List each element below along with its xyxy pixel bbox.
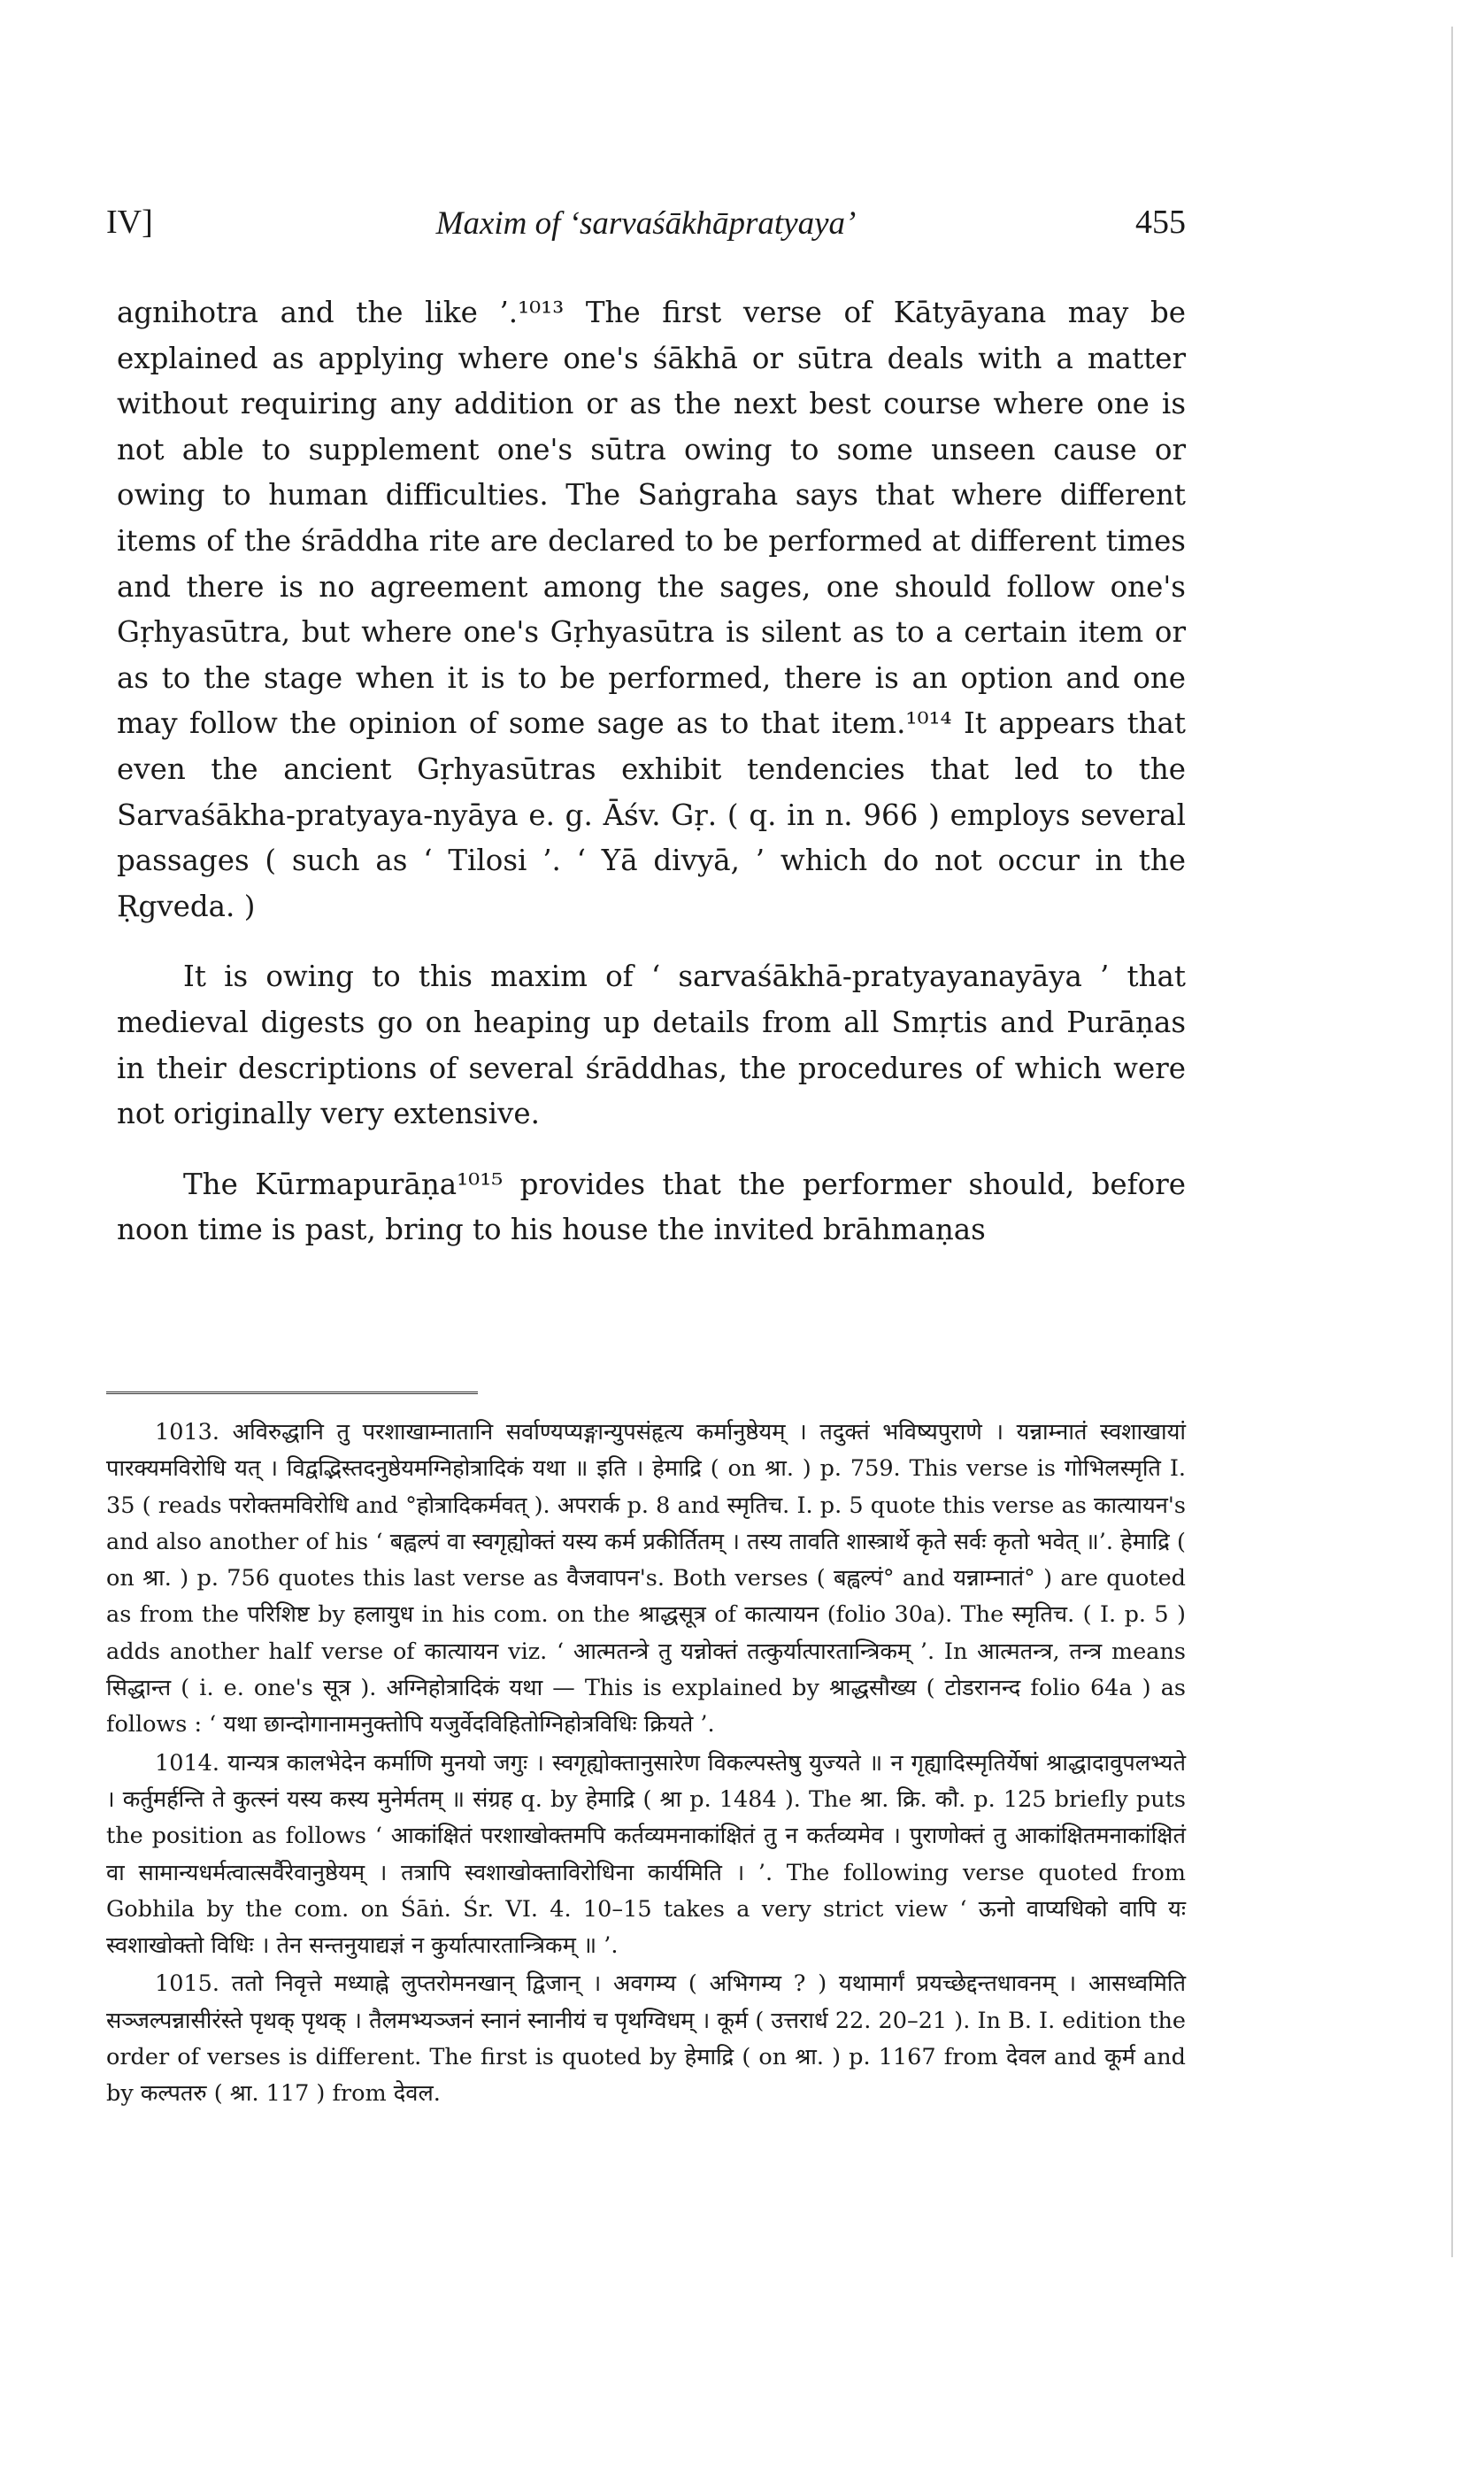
footnote-1013: 1013. अविरुद्धानि तु परशाखाम्नातानि सर्वाण्यप्यङ्गान्युपसंहृत्य कर्मानुष्ठेयम् । तदुक्तं भविष्यपुराणे । यन्नाम्नातं स्वशाखायां पारक्यमविरोधि यत् । विद्वद्भिस्तदनुष्ठेयमग्निहोत्रादिकं यथा ॥ इति । हेमाद्रि ( on श्रा. ) p. 759. This verse is गोभिलस्मृति I. 35 ( reads परोक्तमविरोधि and °होत्रादिकर्मवत् ). अपरार्क p. 8 and स्मृतिच. I. p. 5 quote this verse as कात्यायन's and also another of his ‘ बह्वल्पं वा स्वगृह्योक्तं यस्य कर्म प्रकीर्तितम् । तस्य तावति शास्त्रार्थे कृते सर्वः कृतो भवेत् ॥’. हेमाद्रि ( on श्रा. ) p. 756 quotes this last verse as वैजवापन's. Both verses ( बह्वल्पं° and यन्नाम्नातं° ) are quoted as from the परिशिष्ट by हलायुध in his com. on the श्राद्धसूत्र of कात्यायन (folio 30a). The स्मृतिच. ( I. p. 5 ) adds another half verse of कात्यायन viz. ‘ आत्मतन्त्रे तु यन्नोक्तं तत्कुर्यात्पारतान्त्रिकम् ’. In आत्मतन्त्र, तन्त्र means सिद्धान्त ( i. e. one's सूत्र ). अग्निहोत्रादिकं यथा — This is explained by श्राद्धसौख्य ( टोडरानन्द folio 64a ) as follows : ‘ यथा छान्दोगानामनुक्तोपि यजुर्वेदविहितोग्निहोत्रविधिः क्रियते ’. bbox=[106, 1419, 1186, 1738]
page-number: 455 bbox=[1135, 204, 1186, 241]
paragraph-2: It is owing to this maxim of ‘ sarvaśākhā-pratyayanayāya ’ that medieval digests go on heaping up details from all Smṛtis and Purāṇas in their descriptions of several śrāddhas, the procedures of which were not originally very extensive. bbox=[117, 960, 1186, 1131]
running-title: Maxim of ‘sarvaśākhāpratyaya’ bbox=[435, 205, 857, 242]
running-header bbox=[106, 199, 1186, 252]
paragraph-3: The Kūrmapurāṇa¹⁰¹⁵ provides that the performer should, before noon time is past, bring to his house the invited brāhmaṇas bbox=[117, 1167, 1186, 1247]
footnote-separator bbox=[106, 1392, 478, 1394]
footnote-1015: 1015. ततो निवृत्ते मध्याह्ने लुप्तरोमनखान् द्विजान् । अवगम्य ( अभिगम्य ? ) यथामार्गं प्रयच्छेद्दन्तधावनम् । आसध्वमिति सञ्जल्पन्नासीरंस्ते पृथक् पृथक् । तैलमभ्यञ्जनं स्नानं स्नानीयं च पृथग्विधम् । कूर्म ( उत्तरार्ध 22. 20–21 ). In B. I. edition the order of verses is different. The first is quoted by हेमाद्रि ( on श्रा. ) p. 1167 from देवल and कूर्म and by कल्पतरु ( श्रा. 117 ) from देवल. bbox=[106, 1970, 1186, 2108]
footnotes bbox=[106, 1415, 1186, 2113]
page-edge-line bbox=[1451, 27, 1453, 2257]
paragraph-1: agnihotra and the like ’.¹⁰¹³ The first verse of Kātyāyana may be explained as applying where one's śākhā or sūtra deals with a matter without requiring any addition or as the next best course where one is not able to supplement one's sūtra owing to some unseen cause or owing to human difficulties. The Saṅgraha says that where different items of the śrāddha rite are declared to be performed at different times and there is no agreement among the sages, one should follow one's Gṛhyasūtra, but where one's Gṛhyasūtra is silent as to a certain item or as to the stage when it is to be performed, there is an option and one may follow the opinion of some sage as to that item.¹⁰¹⁴ It appears that even the ancient Gṛhyasūtras exhibit tendencies that led to the Sarvaśākha-pratyaya-nyāya e. g. Āśv. Gṛ. ( q. in n. 966 ) employs several passages ( such as ‘ Tilosi ’. ‘ Yā divyā, ’ which do not occur in the Ṛgveda. ) bbox=[117, 296, 1186, 923]
chapter-marker: IV] bbox=[106, 204, 153, 241]
main-text bbox=[117, 290, 1186, 1253]
footnote-1014: 1014. यान्यत्र कालभेदेन कर्माणि मुनयो जगुः । स्वगृह्योक्तानुसारेण विकल्पस्तेषु युज्यते ॥ न गृह्यादिस्मृतिर्येषां श्राद्धादावुपलभ्यते । कर्तुमर्हन्ति ते कुत्स्नं यस्य कस्य मुनेर्मतम् ॥ संग्रह q. by हेमाद्रि ( श्रा p. 1484 ). The श्रा. क्रि. कौ. p. 125 briefly puts the position as follows ‘ आकांक्षितं परशाखोक्तमपि कर्तव्यमनाकांक्षितं तु न कर्तव्यमेव । पुराणोक्तं तु आकांक्षितमनाकांक्षितं वा सामान्यधर्मत्वात्सर्वैरेवानुष्ठेयम् । तत्रापि स्वशाखोक्ताविरोधिना कार्यमिति । ’. The following verse quoted from Gobhila by the com. on Śāṅ. Śr. VI. 4. 10–15 takes a very strict view ‘ ऊनो वाप्यधिको वापि यः स्वशाखोक्तो विधिः । तेन सन्तनुयाद्यज्ञं न कुर्यात्पारतान्त्रिकम् ॥ ’. bbox=[106, 1749, 1186, 1960]
